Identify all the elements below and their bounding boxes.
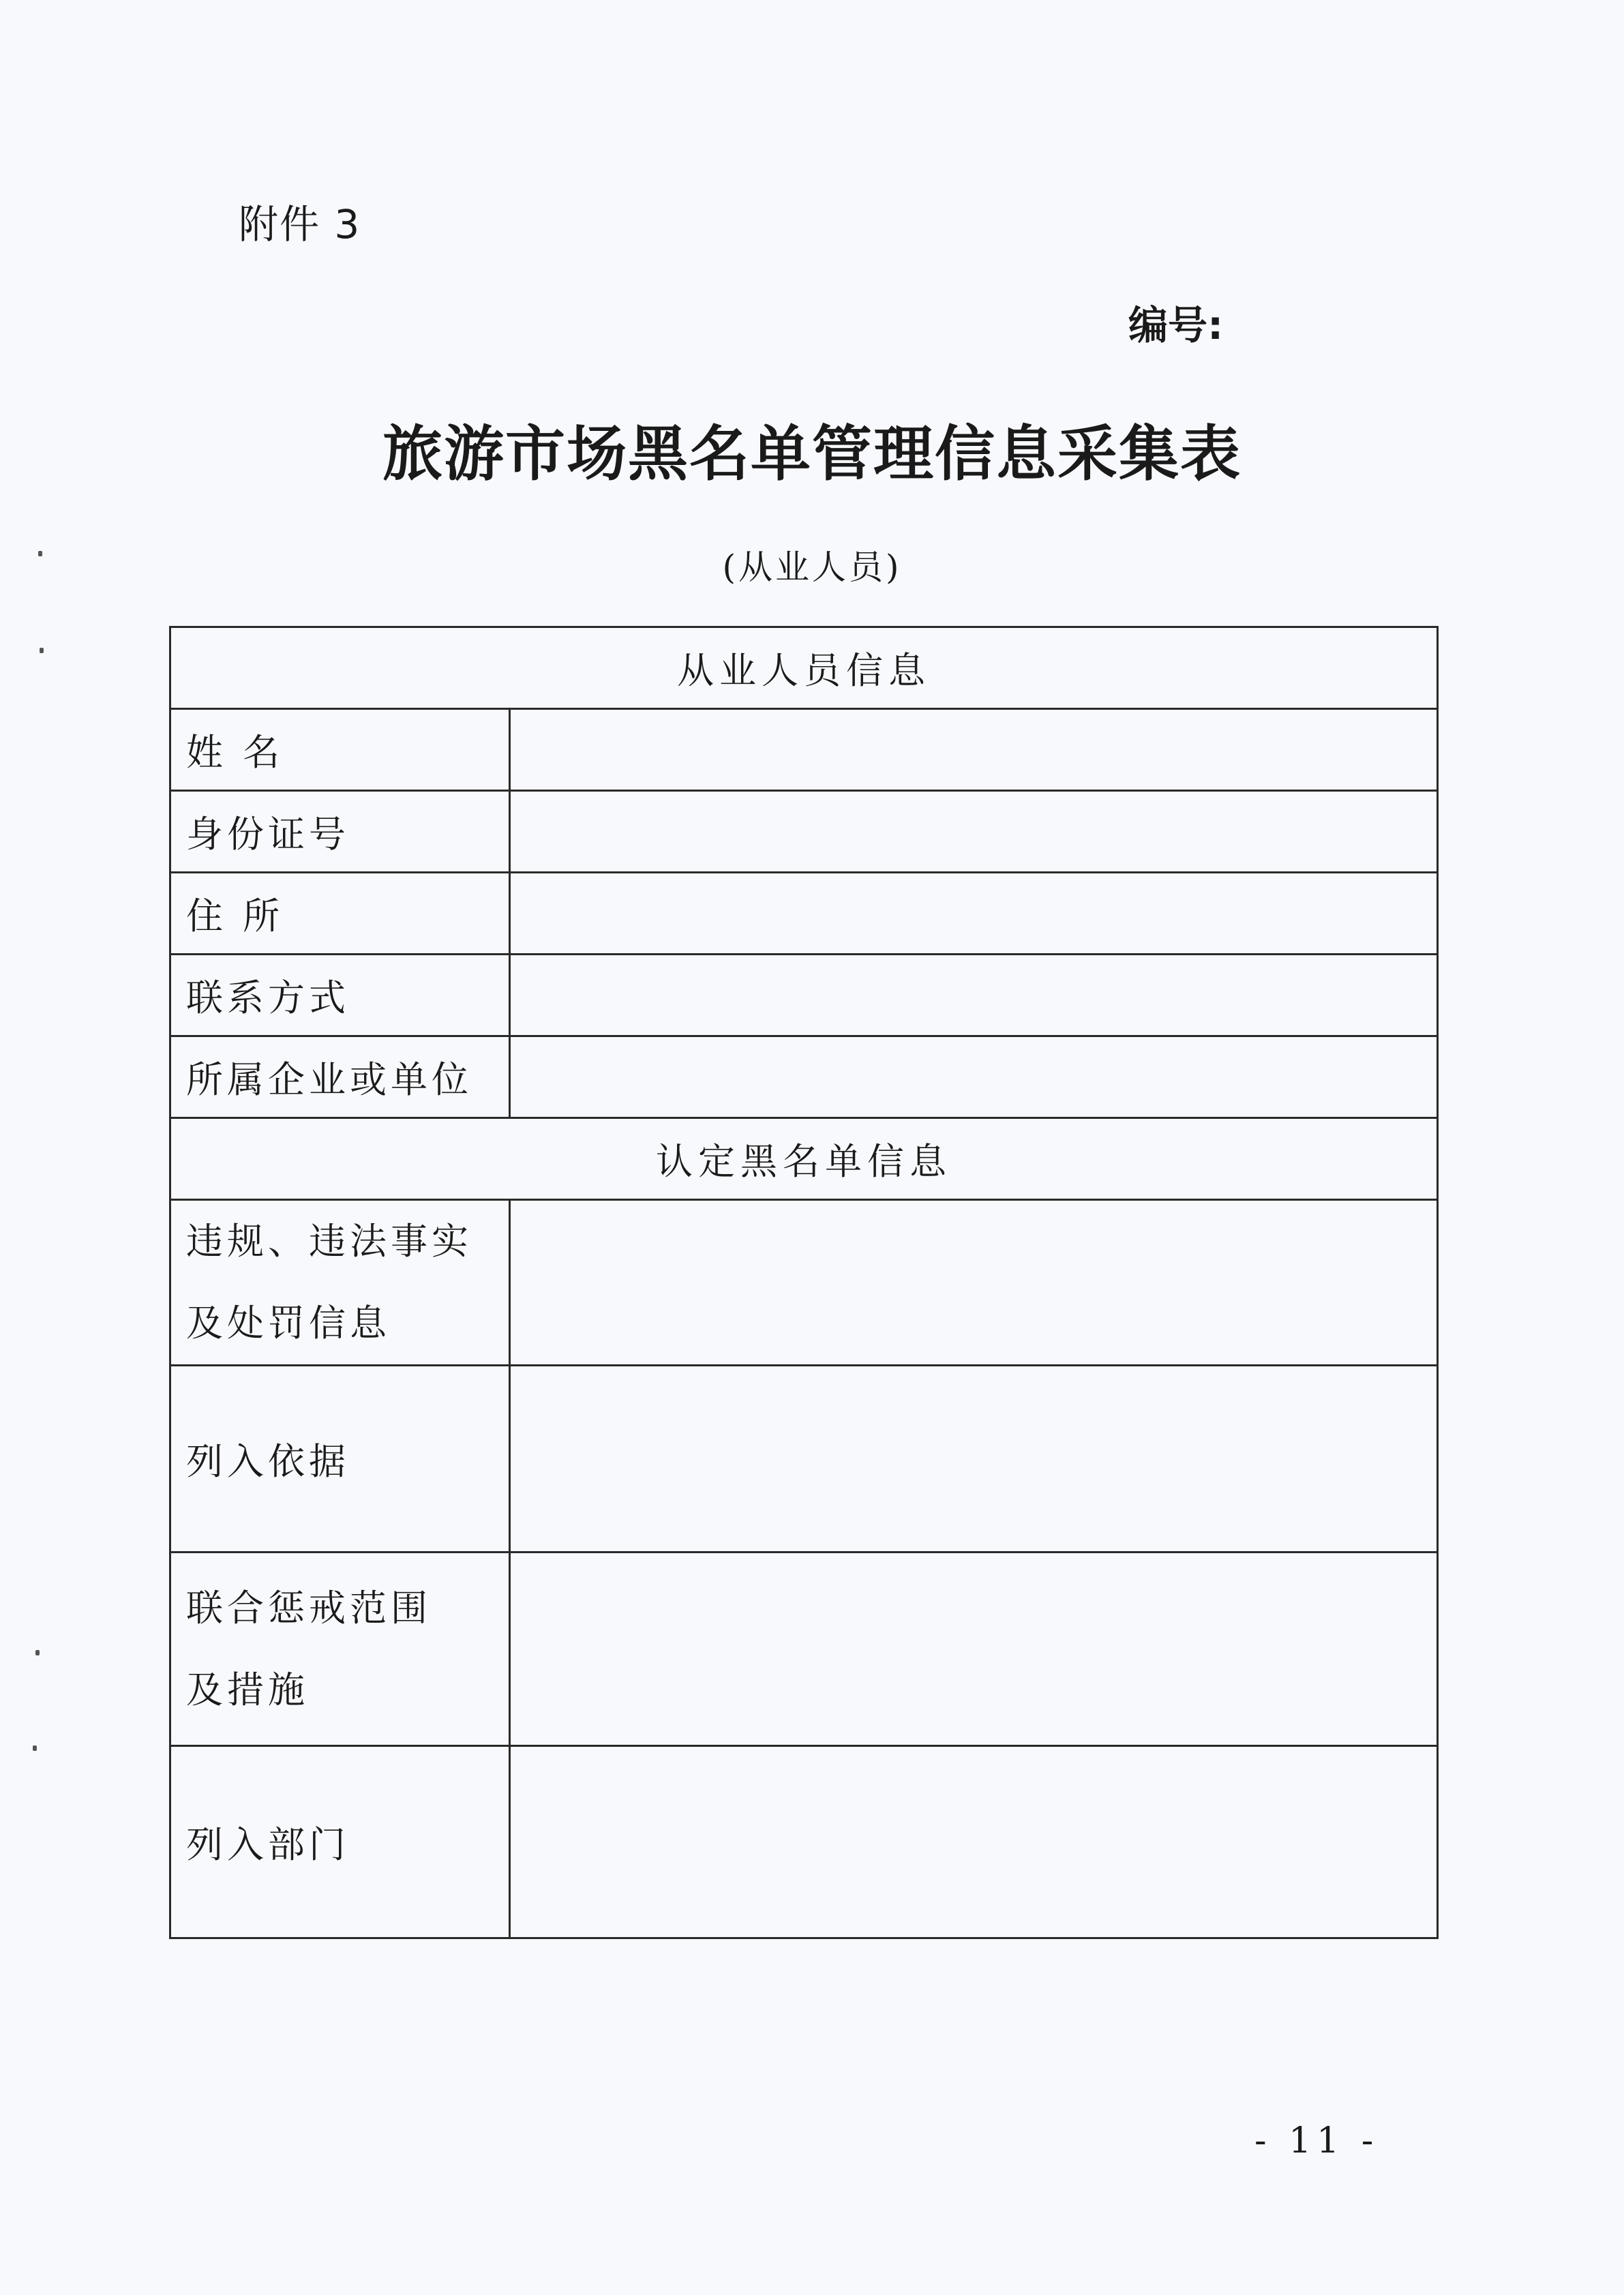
contact-label: 联系方式 [170, 955, 510, 1036]
scan-speck [35, 1650, 40, 1655]
employer-label: 所属企业或单位 [170, 1036, 510, 1118]
punishment-label-line2: 及措施 [186, 1668, 309, 1711]
table-row [170, 709, 1438, 791]
basis-label: 列入依据 [170, 1366, 510, 1552]
id-number-field[interactable] [510, 791, 1438, 873]
table-row [170, 1552, 1438, 1746]
table-row [170, 1036, 1438, 1118]
section-title-blacklist: 认定黑名单信息 [170, 1118, 1438, 1200]
contact-field[interactable] [510, 955, 1438, 1036]
punishment-field[interactable] [510, 1552, 1438, 1746]
table-row [170, 1366, 1438, 1552]
address-field[interactable] [510, 873, 1438, 955]
basis-field[interactable] [510, 1366, 1438, 1552]
punishment-label-line1: 联合惩戒范围 [186, 1586, 432, 1630]
table-row [170, 1200, 1438, 1366]
name-label: 姓 名 [170, 709, 510, 791]
serial-number-label: 编号: [1128, 302, 1224, 348]
table-row [170, 1746, 1438, 1938]
name-field[interactable] [510, 709, 1438, 791]
department-label: 列入部门 [170, 1746, 510, 1938]
section-title-personnel: 从业人员信息 [170, 627, 1438, 709]
table-row [170, 873, 1438, 955]
table-row [170, 955, 1438, 1036]
id-number-label: 身份证号 [170, 791, 510, 873]
info-collection-table [169, 626, 1439, 1939]
punishment-label [170, 1552, 510, 1746]
violation-label-line2: 及处罚信息 [186, 1302, 391, 1345]
section-header-row [170, 1118, 1438, 1200]
page-title: 旅游市场黑名单管理信息采集表 [382, 418, 1242, 489]
violation-field[interactable] [510, 1200, 1438, 1366]
attachment-label: 附件 3 [239, 201, 361, 247]
section-header-row [170, 627, 1438, 709]
page-subtitle: (从业人员) [722, 548, 902, 587]
scan-speck [40, 648, 44, 653]
violation-label [170, 1200, 510, 1366]
violation-label-line1: 违规、违法事实 [186, 1220, 472, 1263]
table-row [170, 791, 1438, 873]
address-label: 住 所 [170, 873, 510, 955]
department-field[interactable] [510, 1746, 1438, 1938]
page-number: - 11 - [1254, 2120, 1379, 2161]
scan-speck [33, 1745, 37, 1751]
employer-field[interactable] [510, 1036, 1438, 1118]
